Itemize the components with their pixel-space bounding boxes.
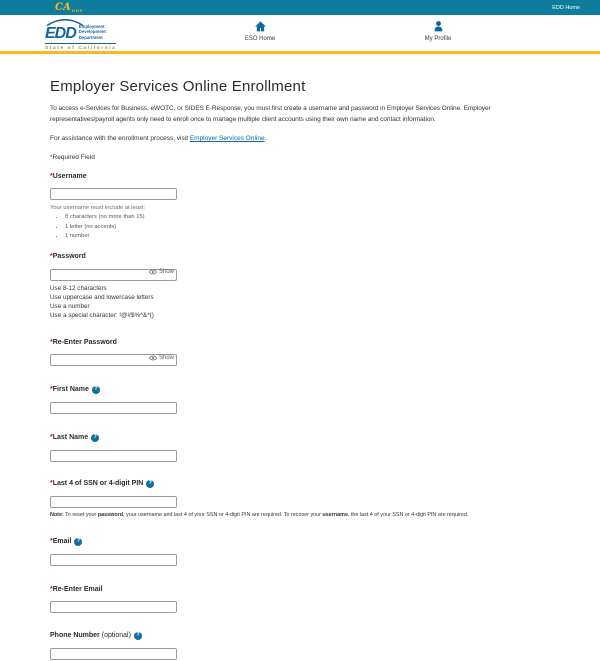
eye-icon — [149, 355, 157, 361]
ssn-pin-input[interactable] — [50, 496, 177, 508]
note-bold: username — [322, 511, 348, 518]
first-name-label-text: First Name — [52, 386, 89, 394]
last-name-field-group — [50, 434, 550, 463]
required-asterisk: * — [50, 153, 53, 161]
required-asterisk: * — [50, 480, 53, 488]
password-label-text: Password — [52, 253, 86, 261]
reenter-password-label-text: Re-Enter Password — [52, 338, 117, 346]
reenter-email-label — [50, 586, 550, 593]
note-text: , your username and last 4 of your SSN or 4-digit PIN are required. To recover your — [123, 511, 323, 518]
password-show-label: Show — [158, 269, 174, 276]
username-input[interactable] — [50, 188, 177, 200]
ssn-pin-label — [50, 480, 550, 488]
first-name-help-icon[interactable]: ? — [92, 386, 100, 394]
password-show-button[interactable] — [149, 269, 174, 275]
page-title: Employer Services Online Enrollment — [50, 77, 306, 95]
last-name-input[interactable] — [50, 450, 177, 462]
username-rule: • 1 letter (no accents) — [65, 224, 550, 230]
email-help-icon[interactable]: ? — [74, 538, 82, 546]
intro-paragraph: To access e-Services for Business, eWOTC, or SIDES E-Response, you must first create a username and password in Employer Services Online. Employer representatives/payroll agents only need to enroll once to manage multiple client accounts using their own name and contact information. — [50, 104, 491, 124]
nav-my-profile[interactable] — [406, 20, 470, 42]
edd-tagline: State of California — [45, 43, 116, 51]
username-rule: • 8 characters (no more than 15) — [65, 214, 550, 220]
ssn-pin-field-group — [50, 480, 550, 518]
ca-gov-logo-gov: GOV — [71, 7, 84, 13]
ca-gov-logo[interactable] — [55, 3, 83, 13]
phone-help-icon[interactable]: ? — [134, 632, 142, 640]
email-input[interactable] — [50, 554, 177, 566]
note-text: To reset your — [63, 511, 98, 518]
email-label — [50, 538, 550, 546]
eye-icon — [149, 269, 157, 275]
required-asterisk: * — [50, 434, 53, 442]
last-name-label-text: Last Name — [52, 434, 89, 442]
note-bold: Note: — [50, 511, 64, 518]
username-field-group — [50, 173, 550, 240]
username-helper-text: Your username must include at least: — [50, 204, 146, 211]
edd-home-link[interactable]: EDD Home — [552, 4, 580, 11]
edd-line-2: Development — [78, 29, 106, 35]
password-rule: Use 8-12 characters — [50, 285, 107, 293]
reenter-password-label — [50, 339, 550, 346]
username-label-text: Username — [52, 172, 87, 180]
first-name-field-group — [50, 386, 550, 415]
assistance-text-suffix: . — [264, 134, 267, 142]
password-rule: Use uppercase and lowercase letters — [50, 294, 154, 302]
password-rules — [50, 284, 550, 321]
required-asterisk: * — [50, 338, 53, 346]
required-note-text: Required Field — [52, 153, 95, 161]
phone-field-group — [50, 632, 550, 661]
phone-input[interactable] — [50, 648, 177, 660]
edd-acronym: EDD — [45, 25, 76, 43]
email-label-text: Email — [52, 538, 72, 546]
password-rule: Use a special character: !@#$%^&*() — [50, 312, 154, 320]
note-text: , the last 4 of your SSN or 4-digit PIN are required. — [347, 511, 469, 518]
first-name-input[interactable] — [50, 402, 177, 414]
person-icon — [432, 20, 445, 33]
main-content — [0, 54, 600, 661]
edd-logo[interactable] — [45, 19, 116, 51]
nav-eso-home-label: ESO Home — [244, 36, 276, 42]
ssn-pin-label-text: Last 4 of SSN or 4-digit PIN — [52, 480, 144, 488]
assistance-paragraph — [50, 133, 550, 145]
home-icon — [254, 20, 267, 33]
password-field-group — [50, 253, 550, 321]
required-field-note — [50, 154, 550, 161]
email-field-group — [50, 538, 550, 567]
note-bold: password — [97, 511, 124, 518]
password-rule: Use a number — [50, 303, 90, 311]
reenter-password-show-label: Show — [158, 354, 174, 361]
edd-line-3: Department — [78, 34, 103, 40]
reenter-email-input[interactable] — [50, 601, 177, 613]
required-asterisk: * — [50, 585, 53, 593]
reenter-password-show-button[interactable] — [149, 355, 174, 361]
required-asterisk: * — [50, 172, 53, 180]
last-name-help-icon[interactable]: ? — [91, 434, 99, 442]
ssn-pin-note — [50, 512, 550, 518]
phone-label-text: Phone Number — [50, 632, 100, 640]
username-rules-list — [65, 214, 550, 239]
site-header — [0, 15, 600, 51]
reenter-password-field-group — [50, 339, 550, 367]
required-asterisk: * — [50, 253, 53, 261]
nav-my-profile-label: My Profile — [424, 36, 452, 42]
username-rule: • 1 number — [65, 233, 550, 239]
edd-department-name — [79, 24, 106, 41]
ssn-pin-help-icon[interactable]: ? — [146, 480, 154, 488]
utility-bar — [0, 0, 600, 15]
username-label — [50, 173, 550, 180]
edd-line-1: Employment — [78, 24, 105, 29]
reenter-email-label-text: Re-Enter Email — [52, 585, 103, 593]
last-name-label — [50, 434, 550, 442]
employer-services-online-link[interactable]: Employer Services Online — [189, 134, 265, 142]
required-asterisk: * — [50, 386, 53, 394]
first-name-label — [50, 386, 550, 394]
phone-label — [50, 632, 550, 640]
password-label — [50, 253, 550, 260]
assistance-text-prefix: For assistance with the enrollment process, visit — [50, 134, 190, 142]
nav-eso-home[interactable] — [228, 20, 292, 42]
phone-optional-label: (optional) — [101, 632, 131, 640]
required-asterisk: * — [50, 538, 53, 546]
ca-gov-logo-ca: CA — [55, 1, 71, 13]
